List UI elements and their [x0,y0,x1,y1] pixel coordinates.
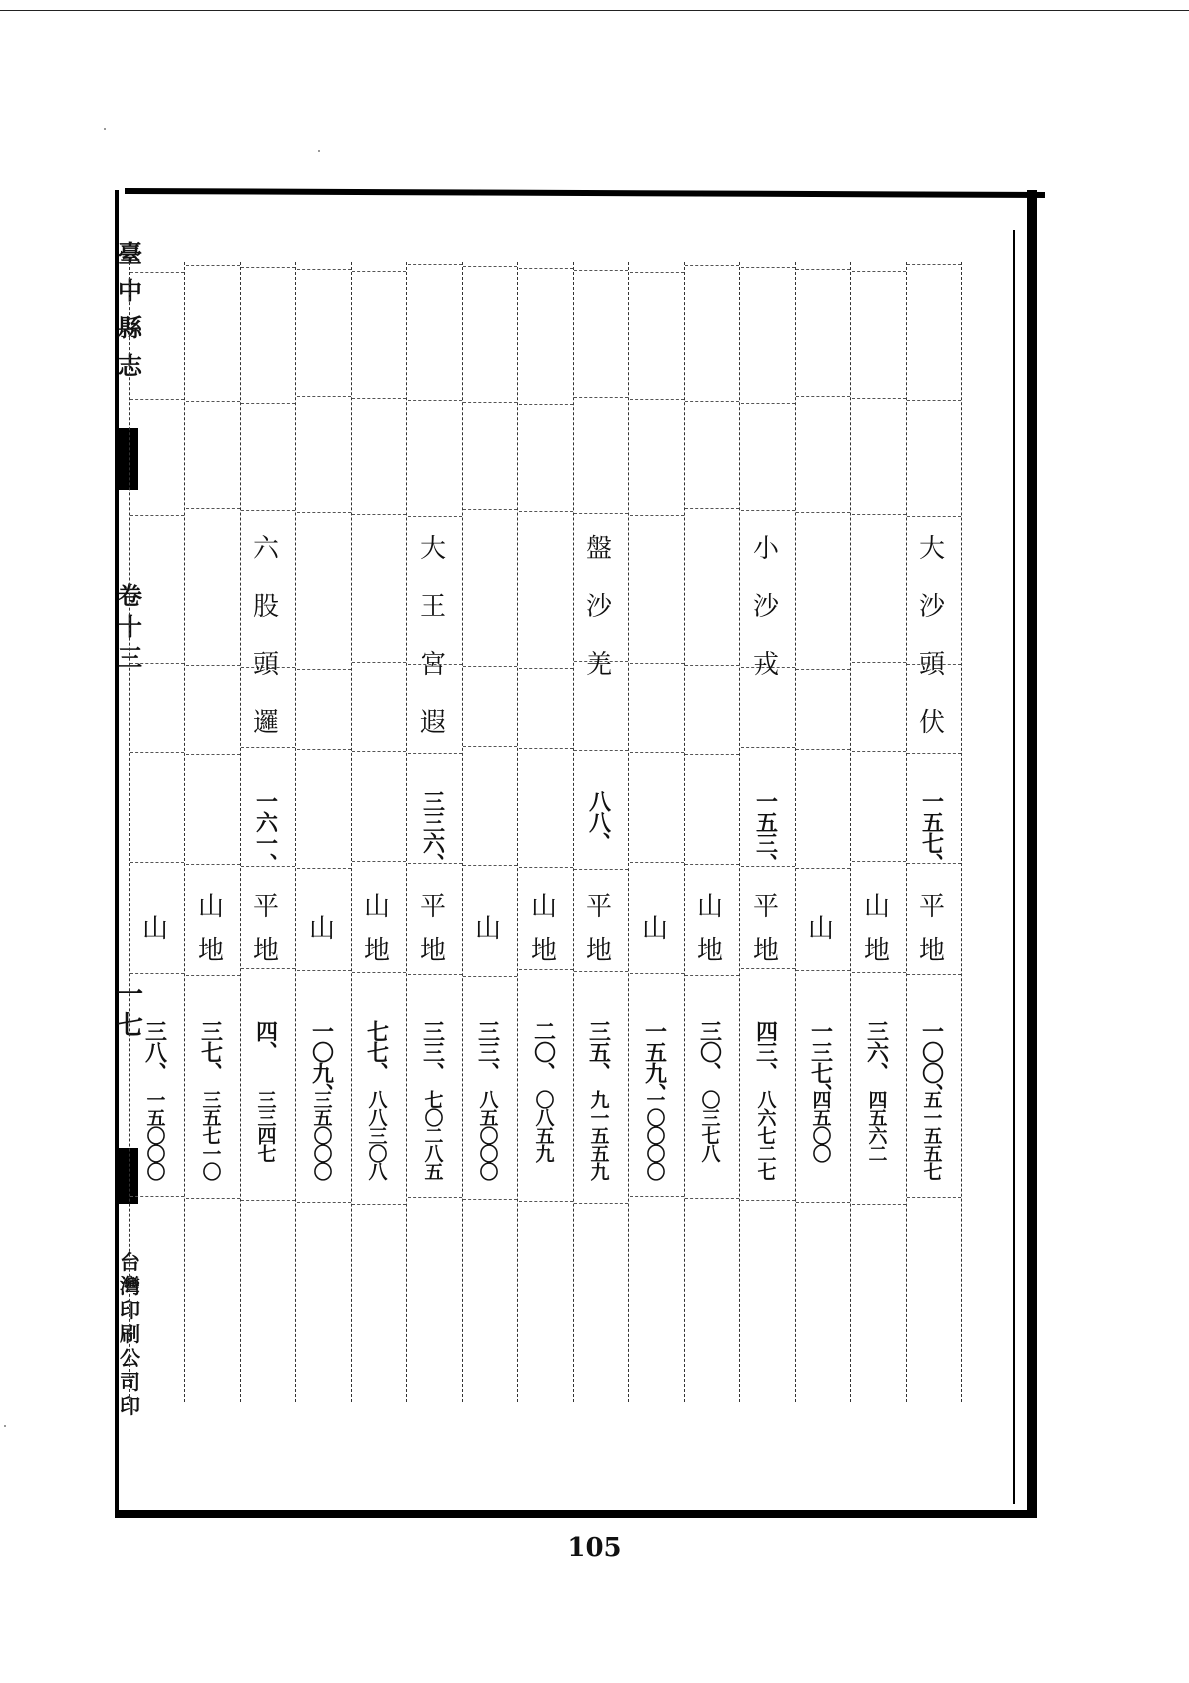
area-value-cell [850,1020,904,1083]
land-type-cell-char: 地 [363,936,390,966]
land-type-cell [184,885,238,973]
place-name-cell-char: 小 [752,534,779,564]
area-fraction: 〇三七八 [698,1090,721,1162]
row-divider [463,1199,517,1200]
area-fraction: 八六七二七 [754,1090,777,1180]
area-fraction-cell [572,1090,626,1180]
table-column [572,0,626,1180]
area-value-cell [350,1020,404,1083]
area-value: 一五九、 [641,1020,668,1104]
row-divider [741,1200,795,1201]
land-type-cell-char: 地 [197,936,224,966]
land-type-cell-char: 平 [752,892,779,922]
frame-inner-line [1013,230,1015,1504]
place-name-cell-char: 羌 [585,650,612,680]
land-type-cell [905,885,959,973]
land-type-cell-char: 地 [252,936,279,966]
land-type-cell-char: 地 [863,936,890,966]
table-column [184,0,238,1180]
land-type-cell-char: 山 [474,914,501,944]
land-type-cell-char: 山 [807,914,834,944]
area-value-cell [683,1020,737,1083]
place-name-cell-char: 大 [419,534,446,564]
margin-publisher-char: 灣 [120,1274,140,1298]
row-divider [796,1202,850,1203]
land-type-cell-char: 山 [530,892,557,922]
area-value-cell [406,1020,460,1083]
place-name-cell [905,520,959,752]
area-value: 三〇、 [696,1020,723,1083]
place-name-cell-char: 伏 [918,708,945,738]
table-column [461,0,515,1180]
row-divider [685,1198,739,1199]
place-name-cell-char: 王 [419,592,446,622]
area-value: 三七、 [197,1020,224,1083]
place-name-cell-char: 沙 [752,592,779,622]
table-column [239,0,293,1162]
land-type-cell-char: 山 [641,914,668,944]
area-value: 一三七、 [807,1020,834,1104]
area-fraction-cell [905,1090,959,1180]
place-name-cell [572,520,626,694]
area-value: 三五、 [585,1020,612,1083]
area-value-cell [739,1020,793,1083]
land-type-cell-char: 平 [419,892,446,922]
area-value: 一〇九、 [308,1020,335,1104]
land-type-cell [683,885,737,973]
area-value: 三三、 [474,1020,501,1083]
area-fraction-cell [406,1090,460,1180]
area-value-cell [184,1020,238,1083]
area-fraction-cell [184,1090,238,1180]
margin-publisher-char: 印 [120,1394,140,1418]
row-divider [907,1197,961,1198]
row-divider [130,1196,184,1197]
land-type-cell-char: 平 [918,892,945,922]
land-type-cell [572,885,626,973]
area-fraction: 一五〇〇〇 [143,1090,166,1180]
place-name-cell [406,520,460,752]
land-type-cell-char: 地 [696,936,723,966]
row-divider [352,1204,406,1205]
area-fraction-cell [850,1090,904,1162]
area-value: 一〇〇、 [918,1020,945,1104]
margin-page-char: 一 [117,980,144,1010]
area-value: 三八、 [141,1020,168,1083]
row-divider [519,1201,573,1202]
area-fraction: 四五六二 [865,1090,888,1162]
place-name-cell-char: 戎 [752,650,779,680]
land-type-cell [295,907,349,951]
table-column [128,0,182,1180]
area-fraction: 八八三〇八 [365,1090,388,1180]
area-value-cell [128,1020,182,1083]
table-column [628,0,682,1180]
area-fraction-cell [517,1090,571,1162]
area-value: 四三、 [752,1020,779,1083]
area-fraction: 八五〇〇〇 [476,1090,499,1180]
land-type-cell-char: 地 [530,936,557,966]
row-divider [574,1203,628,1204]
area-value: 四、 [252,1020,279,1062]
area-fraction-cell [794,1090,848,1162]
place-name-cell-char: 盤 [585,534,612,564]
row-divider [186,1198,240,1199]
table-column [517,0,571,1162]
land-type-cell [739,885,793,973]
margin-title-char: 志 [118,350,142,380]
land-type-cell-char: 山 [141,914,168,944]
place-name-cell-char: 遐 [419,708,446,738]
land-type-cell-char: 山 [363,892,390,922]
page-number: 105 [567,1533,622,1563]
class-value: 八八、 [585,790,612,853]
class-value: 三三六、 [419,790,446,874]
place-name-cell [239,520,293,752]
area-fraction: 三五〇〇〇 [310,1090,333,1180]
margin-publisher-char: 司 [120,1370,140,1394]
area-fraction: 四五〇〇 [809,1090,832,1162]
margin-volume-char: 十 [118,612,142,642]
land-type-cell-char: 平 [252,892,279,922]
area-fraction-cell [683,1090,737,1162]
area-fraction-cell [628,1090,682,1180]
margin-title-char: 縣 [118,313,142,343]
place-name-cell [739,520,793,694]
land-type-cell-char: 山 [308,914,335,944]
place-name-cell-char: 大 [918,534,945,564]
table-column [350,0,404,1180]
land-type-cell-char: 地 [585,936,612,966]
scan-speck [104,128,106,130]
margin-publisher-char: 公 [120,1346,140,1370]
frame-border-bottom [115,1510,1035,1518]
land-type-cell [239,885,293,973]
area-fraction-cell [128,1090,182,1180]
place-name-cell-char: 沙 [918,592,945,622]
class-value: 一六一、 [252,790,279,874]
class-cell [905,790,959,874]
class-cell [406,790,460,874]
area-value: 二〇、 [530,1020,557,1083]
area-value: 三三、 [419,1020,446,1083]
area-fraction: 〇八五九 [532,1090,555,1162]
land-type-cell-char: 地 [918,936,945,966]
land-type-cell [517,885,571,973]
class-cell [739,790,793,874]
area-value: 三六、 [863,1020,890,1083]
table-column [850,0,904,1162]
area-fraction: 五一五五七 [920,1090,943,1180]
table-column [905,0,959,1180]
table-column [794,0,848,1162]
land-type-cell-char: 地 [752,936,779,966]
table-column [683,0,737,1162]
area-value-cell [239,1020,293,1062]
place-name-cell-char: 股 [252,592,279,622]
margin-publisher-char: 台 [120,1250,140,1274]
area-value-cell [461,1020,515,1083]
area-value: 七七、 [363,1020,390,1083]
area-fraction-cell [350,1090,404,1180]
scan-speck [4,1425,6,1427]
place-name-cell-char: 六 [252,534,279,564]
column-divider [961,262,963,1402]
row-divider [241,1200,295,1201]
land-type-cell-char: 山 [197,892,224,922]
class-cell [572,790,626,853]
area-fraction-cell [739,1090,793,1180]
land-type-cell [128,907,182,951]
land-type-cell-char: 山 [863,892,890,922]
area-fraction-cell [461,1090,515,1180]
place-name-cell-char: 宮 [419,650,446,680]
place-name-cell-char: 頭 [252,650,279,680]
frame-border-right [1027,190,1037,1518]
place-name-cell-char: 沙 [585,592,612,622]
class-value: 一五七、 [918,790,945,874]
row-divider [297,1202,351,1203]
class-cell [239,790,293,874]
land-type-cell [628,907,682,951]
row-divider [408,1197,462,1198]
land-type-cell [794,907,848,951]
place-name-cell-char: 邏 [252,708,279,738]
area-fraction: 九一五五九 [587,1090,610,1180]
place-name-cell-char: 頭 [918,650,945,680]
land-type-cell-char: 地 [419,936,446,966]
land-type-cell [850,885,904,973]
margin-volume-char: 卷 [118,581,142,610]
area-fraction: 三三四七 [254,1090,277,1162]
area-fraction: 一〇〇〇〇 [643,1090,666,1180]
land-type-cell [350,885,404,973]
land-type-cell-char: 山 [696,892,723,922]
row-divider [852,1204,906,1205]
area-value-cell [517,1020,571,1083]
margin-volume-char: 三 [118,643,142,673]
land-type-cell-char: 平 [585,892,612,922]
area-fraction: 七〇二八五 [421,1090,444,1180]
margin-publisher-char: 印 [120,1298,140,1322]
margin-title-char: 中 [118,276,142,306]
land-type-cell [406,885,460,973]
margin-title-char: 臺 [118,239,142,268]
class-value: 一五三、 [752,790,779,874]
margin-publisher-char: 刷 [120,1322,140,1346]
row-divider [630,1196,684,1197]
table-column [406,0,460,1180]
area-value-cell [572,1020,626,1083]
area-fraction-cell [239,1090,293,1162]
table-column [739,0,793,1180]
table-column [295,0,349,1180]
area-fraction-cell [295,1090,349,1180]
land-type-cell [461,907,515,951]
margin-page-char: 七 [117,1011,144,1042]
area-fraction: 三五七一〇 [199,1090,222,1180]
